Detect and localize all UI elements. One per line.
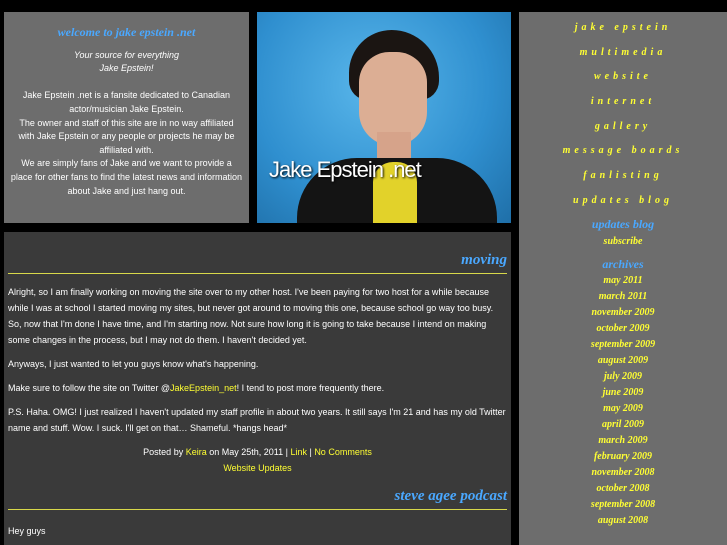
post-title[interactable]: moving <box>461 252 507 268</box>
post-paragraph: Alright, so I am finally working on moving the site over to my other host. I've been paying for two host for a while because while I was at school I started moving my sites, but never got around to moving this one, because school go way too busy. So, now that I'm done I have time, and I'm starting now. Not sure how long it is going to take because I intend on making some changes in the process, but I may not do them. I haven't decided yet. <box>8 287 494 345</box>
post-2-body: Hey guys <box>8 526 46 536</box>
description-line: The owner and staff of this site are in no way affiliated <box>19 117 234 128</box>
nav-gallery[interactable]: gallery <box>594 120 652 132</box>
archive-link-august-2009[interactable]: august 2009 <box>597 354 649 366</box>
twitter-link[interactable]: JakeEpstein_net <box>170 383 237 393</box>
post-paragraph <box>8 380 507 396</box>
tagline-line: Jake Epstein! <box>99 63 154 74</box>
description-line: with Jake Epstein or any people or projects he may be <box>18 131 235 142</box>
post-text: ! I tend to post more frequently there. <box>236 383 385 393</box>
description-line: Jake Epstein .net is a fansite dedicated to Canadian <box>22 90 231 101</box>
archive-link-april-2009[interactable]: april 2009 <box>602 418 644 430</box>
author-link[interactable]: Keira <box>185 447 207 457</box>
archive-link-march-2009[interactable]: march 2009 <box>598 434 648 446</box>
category-link[interactable]: Website Updates <box>223 463 292 473</box>
archive-link-september-2008[interactable]: september 2008 <box>590 498 656 510</box>
post-paragraph: Anyways, I just wanted to let you guys know what's happening. <box>8 359 259 369</box>
subscribe-link[interactable]: subscribe <box>603 235 643 247</box>
archive-link-september-2009[interactable]: september 2009 <box>590 338 656 350</box>
updates-blog-heading: updates blog <box>591 216 655 231</box>
permalink[interactable]: Link <box>290 447 307 457</box>
archive-link-october-2008[interactable]: october 2008 <box>596 482 650 494</box>
sidebar <box>519 12 727 545</box>
meta-separator: | <box>306 447 315 457</box>
post-category <box>4 460 511 476</box>
banner-logo-text: Jake Epstein .net <box>269 157 421 182</box>
tagline-line: Your source for everything <box>73 49 180 60</box>
description-line: We are simply fans of Jake and we want to provide a <box>21 158 232 169</box>
main-content <box>4 232 511 545</box>
nav-message-boards[interactable]: message boards <box>562 145 684 157</box>
archive-link-july-2009[interactable]: july 2009 <box>603 370 643 382</box>
post-body <box>4 274 511 436</box>
archive-link-november-2008[interactable]: november 2008 <box>591 466 655 478</box>
nav-updates-blog[interactable]: updates blog <box>573 194 673 206</box>
archive-link-november-2009[interactable]: november 2009 <box>591 306 655 318</box>
description-line: actor/musician Jake Epstein. <box>69 103 184 114</box>
archive-link-march-2011[interactable]: march 2011 <box>598 290 648 302</box>
archive-link-october-2009[interactable]: october 2009 <box>596 322 650 334</box>
nav-website[interactable]: website <box>594 71 652 83</box>
post-text: Make sure to follow the site on Twitter @ <box>8 383 171 393</box>
archive-link-may-2009[interactable]: may 2009 <box>603 402 643 414</box>
description-line: about Jake and just hang out. <box>67 185 186 196</box>
post-title-2[interactable]: steve agee podcast <box>394 488 507 504</box>
nav-internet[interactable]: internet <box>590 96 656 108</box>
nav-fanlisting[interactable]: fanlisting <box>583 170 663 182</box>
post-paragraph: P.S. Haha. OMG! I just realized I haven't updated my staff profile in about two years. It still says I'm 21 and has my old Twitter name and stuff. Wow. I suck. I'll get on that… Shameful. *hangs head* <box>8 407 506 433</box>
archive-link-june-2009[interactable]: june 2009 <box>602 386 644 398</box>
archive-link-february-2009[interactable]: february 2009 <box>593 450 653 462</box>
nav-multimedia[interactable]: multimedia <box>579 46 667 58</box>
description-line: affiliated with. <box>99 144 154 155</box>
welcome-box <box>4 12 249 223</box>
post-meta <box>4 444 511 460</box>
archive-link-august-2008[interactable]: august 2008 <box>597 514 649 526</box>
meta-text: Posted by <box>143 447 186 457</box>
description-line: place for other fans to find the latest news and information <box>10 171 243 182</box>
archive-link-may-2011[interactable]: may 2011 <box>603 274 643 286</box>
comments-link[interactable]: No Comments <box>314 447 372 457</box>
header-banner <box>257 12 511 223</box>
nav-jake-epstein[interactable]: jake epstein <box>574 22 672 33</box>
archives-heading: archives <box>602 256 644 271</box>
meta-text: on May 25th, 2011 | <box>206 447 291 457</box>
welcome-title: welcome to jake epstein .net <box>57 25 196 39</box>
